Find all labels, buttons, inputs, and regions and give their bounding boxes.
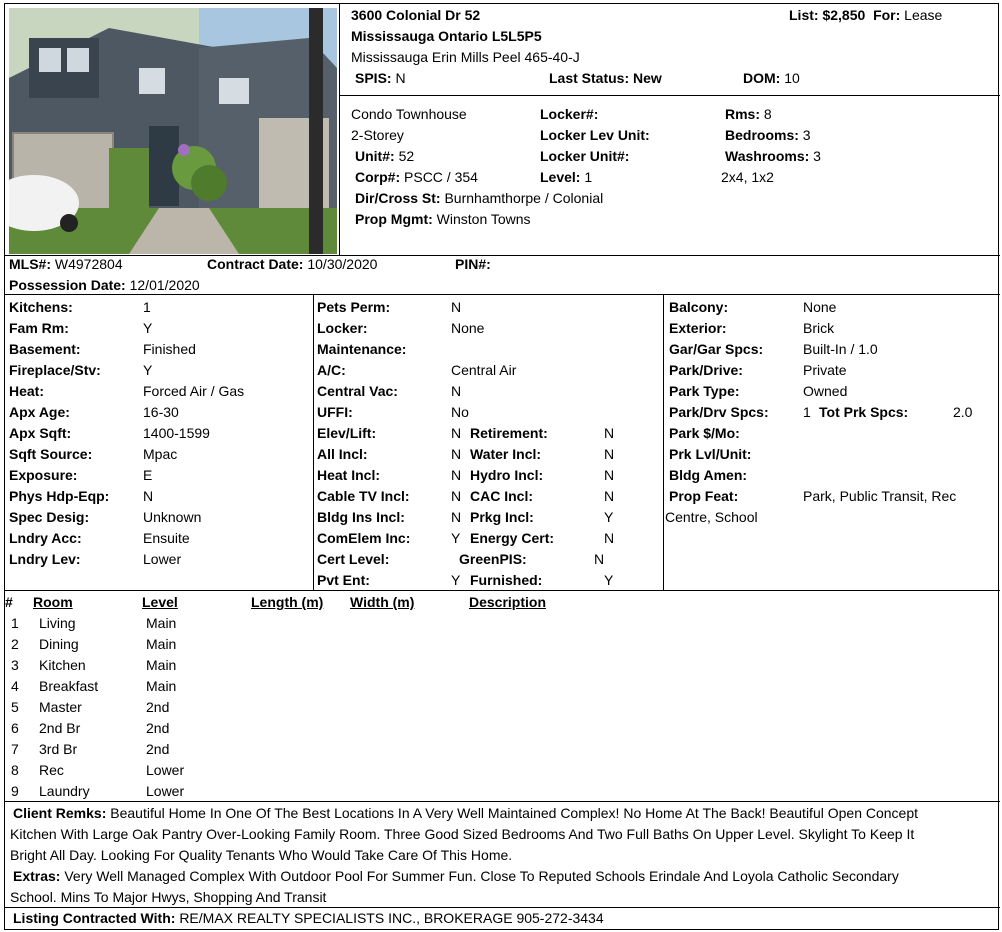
mls-label: MLS#: [9,256,51,272]
room-num: 1 [11,615,19,631]
pin-label: PIN#: [455,256,491,272]
tot-prk-spcs-label: Tot Prk Spcs: [819,404,909,420]
contract-label: Contract Date: [207,256,304,272]
col1-value: E [143,467,153,483]
col1-label: Phys Hdp-Eqp: [9,488,110,504]
room-name: Rec [39,762,64,778]
col2-pair-label2: Retirement: [470,425,548,441]
listing-sheet [4,3,999,930]
wash-detail: 2x4, 1x2 [721,169,774,185]
col1-label: Sqft Source: [9,446,93,462]
rooms-header-num: # [5,594,13,610]
prop-feat-value: Park, Public Transit, Rec [803,488,957,504]
col2-label: Pets Perm: [317,299,391,315]
col1-label: Spec Desig: [9,509,90,525]
room-name: Dining [39,636,79,652]
property-type: Condo Townhouse [351,106,467,122]
greenpis-value: N [594,551,605,567]
unit [355,148,414,165]
col2-pair-label2: CAC Incl: [470,488,533,504]
room-level: Main [146,615,177,631]
col1-label: Heat: [9,383,45,399]
photo-divider [339,4,340,255]
col3-label: Park $/Mo: [669,425,740,441]
prop-mgmt [355,211,531,228]
col2-pair-value2: N [604,425,615,441]
rms-label: Rms: [725,106,761,122]
dom [743,70,800,87]
rooms-header-room: Room [33,594,73,610]
rooms-top-divider [5,590,1000,591]
col1-label: Basement: [9,341,81,357]
room-level: Main [146,657,177,673]
col2-label: A/C: [317,362,346,378]
brokerage [13,910,604,927]
col2-pair-value2: N [604,467,615,483]
for-label: For: [873,7,901,23]
col2-pair-label: Elev/Lift: [317,425,377,441]
col2-value: No [451,404,469,420]
col3-label: Gar/Gar Spcs: [669,341,764,357]
room-level: Lower [146,762,185,778]
room-name: Master [39,699,82,715]
details-top-divider [5,294,1000,295]
corp-value: PSCC / 354 [404,169,478,185]
possession-label: Possession Date: [9,277,126,293]
contract-date [207,256,377,273]
prop-mgmt-label: Prop Mgmt: [355,211,433,227]
locker-lev-unit-label: Locker Lev Unit: [540,127,650,143]
col2-value: N [451,299,462,315]
possession-date [9,277,200,294]
col2-pair-label2: Prkg Incl: [470,509,534,525]
price-for [789,7,942,24]
mls-number [9,256,123,273]
col2-pair-value2: N [604,530,615,546]
col2-pair-label: ComElem Inc: [317,530,411,546]
room-num: 3 [11,657,19,673]
park-drv-spcs-label: Park/Drv Spcs: [669,404,769,420]
col1-label: Exposure: [9,467,78,483]
rms-value: 8 [763,106,772,122]
unit-value: 52 [398,148,415,164]
col2-pair-value: N [451,446,462,462]
room-name: Breakfast [39,678,99,694]
prop-feat-value-cont: Centre, School [665,509,758,525]
possession-value: 12/01/2020 [129,277,200,293]
col1-value: Forced Air / Gas [143,383,245,399]
furnished-label: Furnished: [470,572,543,588]
cert-level-label: Cert Level: [317,551,390,567]
col3-label: Exterior: [669,320,727,336]
rooms-header-width: Width (m) [350,594,415,610]
col3-value: None [803,299,837,315]
dir-label: Dir/Cross St: [355,190,441,206]
tot-prk-spcs-value: 2.0 [953,404,973,420]
col1-label: Lndry Lev: [9,551,81,567]
extras-label: Extras: [13,868,61,884]
bedrooms [725,127,811,144]
col2-pair-value: N [451,488,462,504]
room-num: 5 [11,699,19,715]
extras-line1 [13,868,899,885]
corp [355,169,478,186]
col3-value: Built-In / 1.0 [803,341,878,357]
col1-label: Fam Rm: [9,320,69,336]
pvt-ent-label: Pvt Ent: [317,572,370,588]
corp-label: Corp#: [355,169,401,185]
room-num: 6 [11,720,19,736]
for-value: Lease [904,7,943,23]
col1-value: Finished [143,341,196,357]
col1-label: Kitchens: [9,299,73,315]
col1-label: Lndry Acc: [9,530,82,546]
extras-line2: School. Mins To Major Hwys, Shopping And Transit [10,889,327,905]
col2-pair-label: Bldg Ins Incl: [317,509,405,525]
brokerage-value: RE/MAX REALTY SPECIALISTS INC., BROKERAGE 905-272-3434 [179,910,604,926]
spis-label: SPIS: [355,70,392,86]
col2-divider [313,294,314,590]
client-remarks-line2: Kitchen With Large Oak Pantry Over-Looking Family Room. Three Good Sized Bedrooms And Two Full Baths On Upper Level. Skylight To Keep It [10,826,915,842]
col2-pair-value2: N [604,446,615,462]
col2-value: N [451,383,462,399]
col2-pair-label: Cable TV Incl: [317,488,410,504]
furnished-value: Y [604,572,614,588]
last-status-value: New [633,70,662,86]
col2-pair-value: Y [451,530,461,546]
mls-top-divider [5,255,1000,256]
room-name: 2nd Br [39,720,81,736]
room-name: Kitchen [39,657,86,673]
col1-value: Y [143,362,153,378]
rooms-header-length: Length (m) [251,594,324,610]
col2-pair-label: All Incl: [317,446,368,462]
brokerage-label: Listing Contracted With: [13,910,176,926]
room-num: 7 [11,741,19,757]
list-value: $2,850 [822,7,866,23]
bedrooms-value: 3 [802,127,811,143]
col1-value: Y [143,320,153,336]
room-level: Main [146,636,177,652]
col3-divider [663,294,664,590]
col2-label: Maintenance: [317,341,407,357]
last-status-label: Last Status: [549,70,630,86]
prop-feat-label: Prop Feat: [669,488,739,504]
spis [355,70,406,87]
park-drv-spcs-value: 1 [803,404,811,420]
room-level: Lower [146,783,185,799]
city-line: Mississauga Ontario L5L5P5 [351,28,542,44]
col2-pair-label2: Water Incl: [470,446,542,462]
room-level: 2nd [146,699,170,715]
col3-label: Bldg Amen: [669,467,748,483]
col2-pair-value: N [451,467,462,483]
property-photo [9,8,337,254]
brokerage-top-divider [5,907,1000,908]
col2-label: Central Vac: [317,383,398,399]
extras-text1: Very Well Managed Complex With Outdoor Pool For Summer Fun. Close To Reputed Schools Erindale And Loyola Catholic Secondary [64,868,899,884]
client-remarks-label: Client Remks: [13,805,107,821]
col2-pair-value2: N [604,488,615,504]
col2-pair-value: N [451,509,462,525]
col2-pair-value: N [451,425,462,441]
col2-label: UFFI: [317,404,353,420]
level [540,169,592,186]
room-num: 8 [11,762,19,778]
col1-value: Lower [143,551,182,567]
rooms-header-description: Description [469,594,547,610]
col1-value: Mpac [143,446,178,462]
room-level: 2nd [146,741,170,757]
col2-pair-label2: Hydro Incl: [470,467,544,483]
room-name: 3rd Br [39,741,78,757]
address: 3600 Colonial Dr 52 [351,7,481,23]
dom-value: 10 [784,70,800,86]
mls-value: W4972804 [54,256,123,272]
room-name: Laundry [39,783,90,799]
locker-label: Locker#: [540,106,599,122]
client-remarks-line3: Bright All Day. Looking For Quality Tenants Who Would Take Care Of This Home. [10,847,513,863]
room-level: 2nd [146,720,170,736]
prop-mgmt-value: Winston Towns [436,211,531,227]
room-level: Main [146,678,177,694]
col1-value: 1 [143,299,151,315]
greenpis-label: GreenPIS: [459,551,527,567]
col2-pair-label: Heat Incl: [317,467,381,483]
washrooms-label: Washrooms: [725,148,810,164]
header-divider [339,95,1000,96]
locker-unit-label: Locker Unit#: [540,148,630,164]
list-label: List: [789,7,819,23]
washrooms-value: 3 [813,148,821,164]
col1-label: Apx Sqft: [9,425,72,441]
district-line: Mississauga Erin Mills Peel 465-40-J [351,49,580,65]
col2-pair-value2: Y [604,509,614,525]
col1-value: 16-30 [143,404,179,420]
townhouse-photo-illustration [9,8,337,254]
col2-value: None [451,320,485,336]
pvt-ent-value: Y [451,572,461,588]
level-label: Level: [540,169,581,185]
property-style: 2-Storey [351,127,404,143]
unit-label: Unit#: [355,148,395,164]
col3-value: Private [803,362,847,378]
room-num: 9 [11,783,19,799]
room-num: 2 [11,636,19,652]
rooms-header-level: Level [142,594,178,610]
spis-value: N [395,70,406,86]
col2-label: Locker: [317,320,368,336]
col2-value: Central Air [451,362,517,378]
client-remarks-line1 [13,805,918,822]
last-status [549,70,662,87]
col3-label: Park Type: [669,383,740,399]
col1-value: N [143,488,154,504]
contract-value: 10/30/2020 [307,256,378,272]
col3-value: Brick [803,320,835,336]
col3-value: Owned [803,383,848,399]
col1-label: Fireplace/Stv: [9,362,101,378]
col3-label: Balcony: [669,299,729,315]
col1-label: Apx Age: [9,404,70,420]
rooms-count [725,106,772,123]
washrooms [725,148,821,165]
col1-value: 1400-1599 [143,425,210,441]
room-name: Living [39,615,76,631]
col1-value: Ensuite [143,530,190,546]
dom-label: DOM: [743,70,781,86]
col1-value: Unknown [143,509,202,525]
bedrooms-label: Bedrooms: [725,127,799,143]
remarks-top-divider [5,801,1000,802]
dir-cross-st [355,190,603,207]
room-num: 4 [11,678,19,694]
client-remarks-text1: Beautiful Home In One Of The Best Locations In A Very Well Maintained Complex! No Home At The Back! Beautiful Open Concept [110,805,919,821]
col3-label: Prk Lvl/Unit: [669,446,752,462]
col3-label: Park/Drive: [669,362,743,378]
col2-pair-label2: Energy Cert: [470,530,555,546]
level-value: 1 [584,169,593,185]
dir-value: Burnhamthorpe / Colonial [444,190,604,206]
